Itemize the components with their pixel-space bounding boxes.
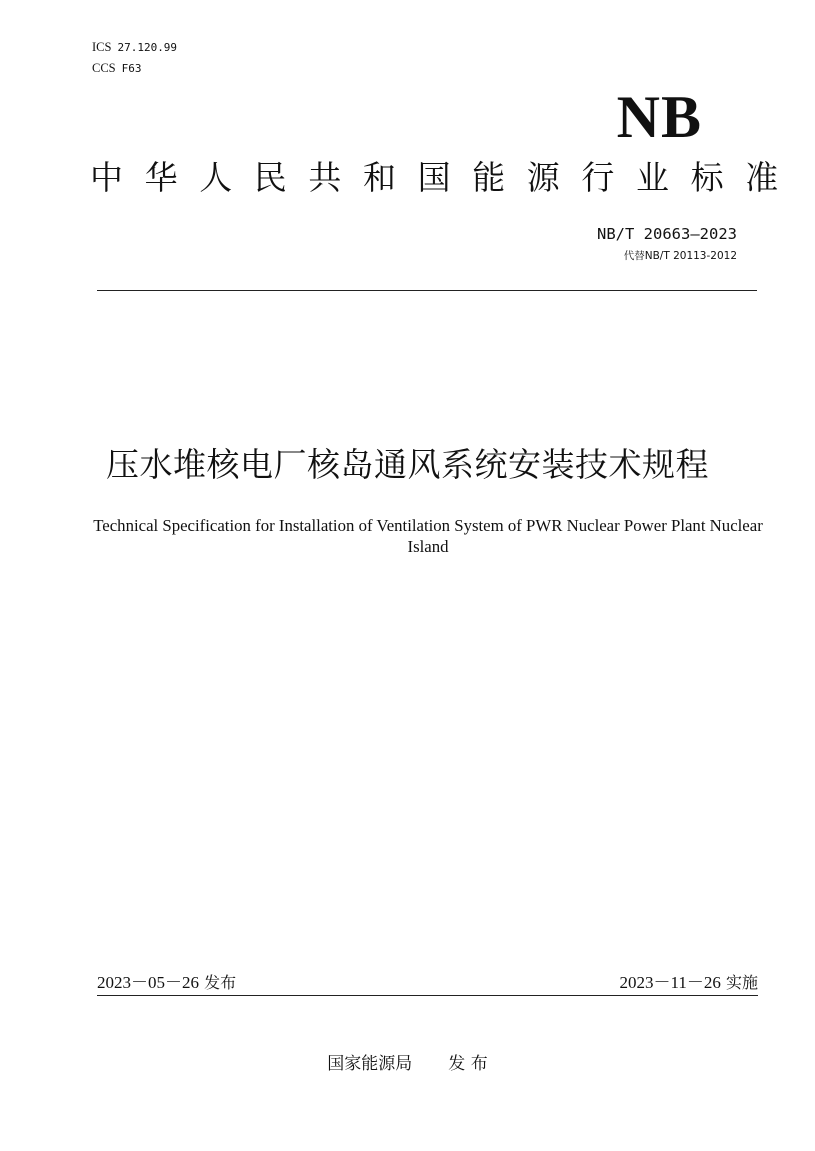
- header-divider: [97, 290, 757, 291]
- ics-label: ICS: [92, 40, 112, 54]
- ics-code: 27.120.99: [117, 41, 178, 54]
- standard-family-title: 中华人民共和国能源行业标准: [90, 158, 800, 197]
- document-title-en: Technical Specification for Installation of Ventilation System of PWR Nuclear Power Plant Nuclear Island: [93, 516, 763, 556]
- issuer-action: 发 布: [448, 1054, 488, 1074]
- ics-classification: [92, 40, 177, 55]
- publish-date: 2023－05－26: [97, 973, 199, 992]
- ccs-label: CCS: [92, 61, 116, 75]
- publish-date-line: [97, 972, 236, 994]
- issuer-name: 国家能源局: [327, 1054, 413, 1074]
- publish-label: 发布: [204, 973, 237, 992]
- ccs-classification: [92, 61, 142, 76]
- standard-number: NB/T 20663—2023: [597, 225, 737, 243]
- replaces-standard: 代替NB/T 20113-2012: [623, 250, 737, 262]
- effective-date-line: [620, 972, 758, 994]
- issuer-line: [0, 1053, 815, 1075]
- effective-label: 实施: [725, 973, 758, 992]
- ccs-code: F63: [121, 62, 142, 75]
- document-title-cn: 压水堆核电厂核岛通风系统安装技术规程: [106, 445, 709, 484]
- effective-date: 2023－11－26: [619, 973, 721, 992]
- footer-divider: [97, 995, 758, 996]
- nb-logo: NB: [616, 84, 702, 150]
